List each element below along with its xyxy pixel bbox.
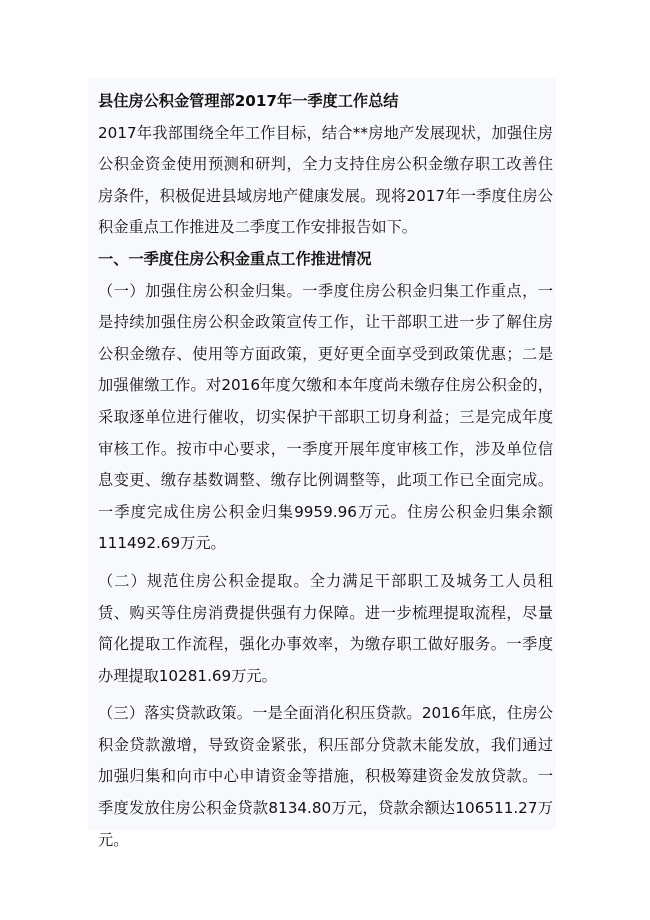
paragraph-collection: （一）加强住房公积金归集。一季度住房公积金归集工作重点，一是持续加强住房公积金政策宣传工作，让干部职工进一步了解住房公积金缴存、使用等方面政策，更好更全面享受到政策优惠；二是加强催缴工作。对2016年度欠缴和本年度尚未缴存住房公积金的，采取逐单位进行催收，切实保护干部职工切身利益；三是完成年度审核工作。按市中心要求，一季度开展年度审核工作，涉及单位信息变更、缴存基数调整、缴存比例调整等，此项工作已全面完成。一季度完成住房公积金归集9959.96万元。住房公积金归集余额111492.69万元。 [98,281,553,553]
paragraph-withdrawal: （二）规范住房公积金提取。全力满足干部职工及城务工人员租赁、购买等住房消费提供强有力保障。进一步梳理提取流程，尽量简化提取工作流程，强化办事效率，为缴存职工做好服务。一季度办理提取10281.69万元。 [98,571,553,685]
section-heading: 一、一季度住房公积金重点工作推进情况 [98,249,372,268]
paragraph-loans: （三）落实贷款政策。一是全面消化积压贷款。2016年底，住房公积金贷款激增，导致资金紧张，积压部分贷款未能发放，我们通过加强归集和向市中心申请资金等措施，积极筹建资金发放贷款。一季度发放住房公积金贷款8134.80万元，贷款余额达106511.27万元。 [98,704,553,849]
intro-paragraph: 2017年我部围绕全年工作目标，结合**房地产发展现状，加强住房公积金资金使用预测和研判，全力支持住房公积金缴存职工改善住房条件，积极促进县域房地产健康发展。现将2017年一季度住房公积金重点工作推进及二季度工作安排报告如下。 [98,123,553,237]
document-title: 县住房公积金管理部2017年一季度工作总结 [98,92,399,110]
document-body [98,86,553,856]
